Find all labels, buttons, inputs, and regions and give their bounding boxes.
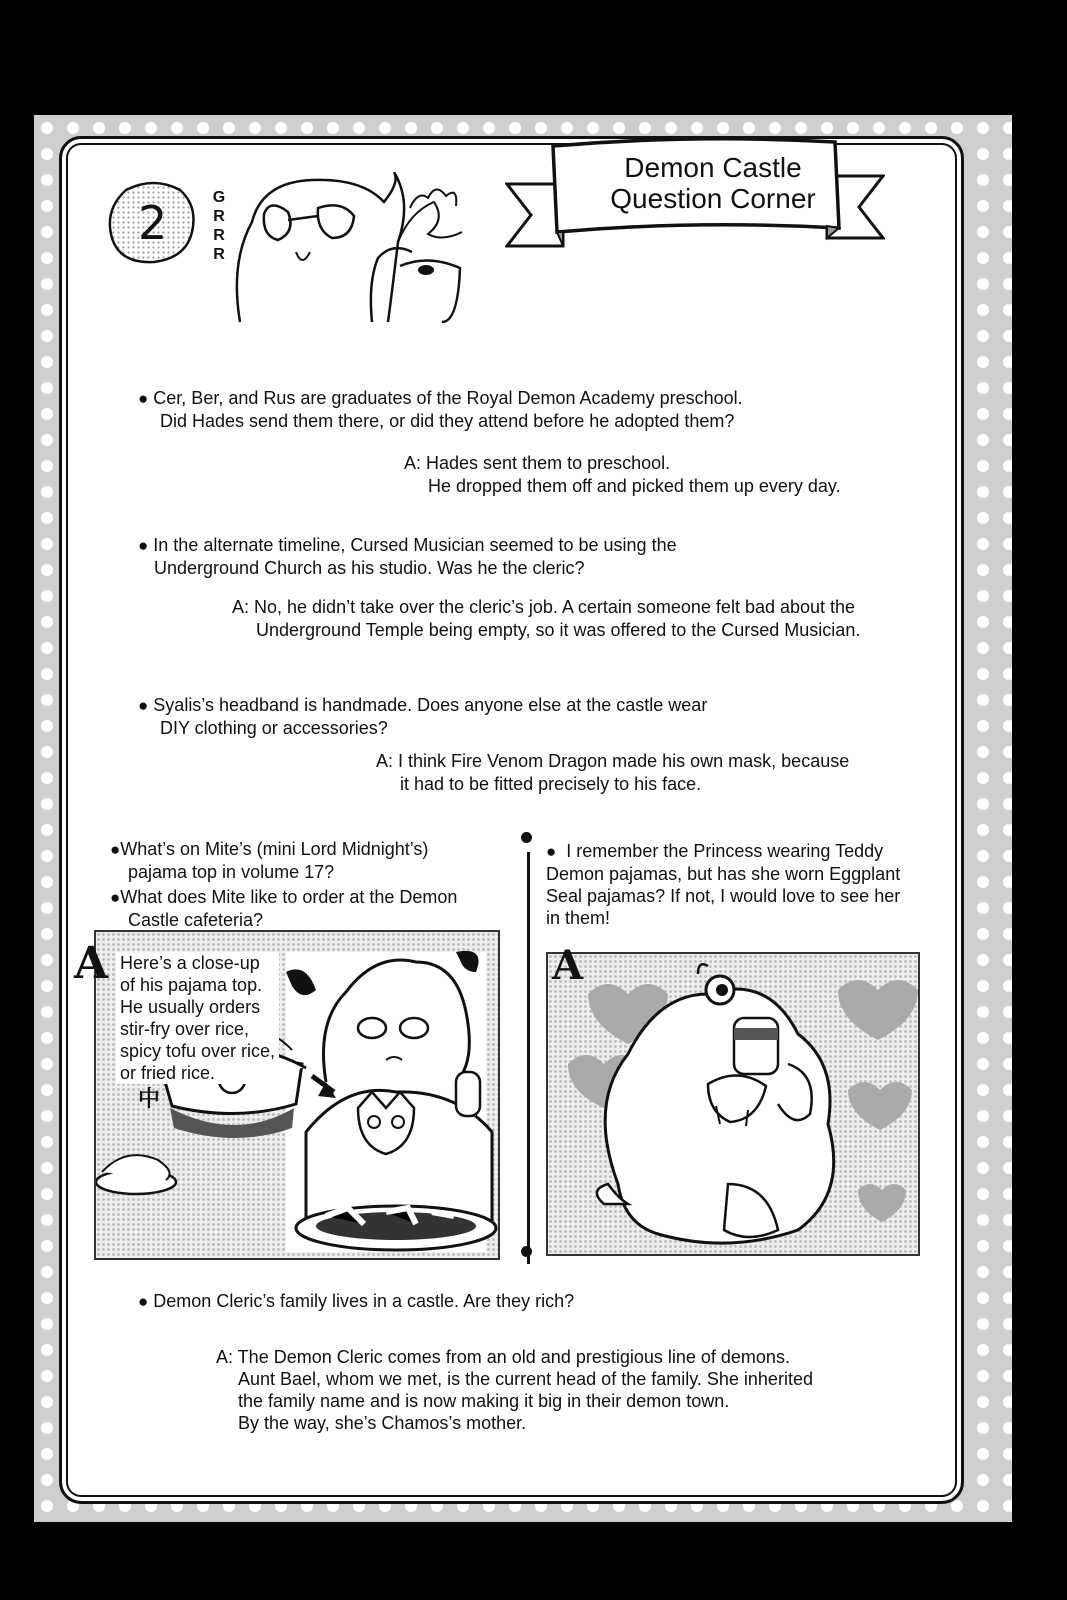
answer-demon-cleric: A: The Demon Cleric comes from an old and prestigious line of demons. Aunt Bael, whom we met, is the current head of the family. She inherited the family name and is now making it big in their demon town. By the way, she’s Chamos’s mother. <box>216 1347 813 1433</box>
answer-mark-left: A <box>74 938 109 989</box>
answer-3: A: I think Fire Venom Dragon made his own mask, because it had to be fitted precisely to his face. <box>376 751 850 794</box>
answer-1: A: Hades sent them to preschool. He dropped them off and picked them up every day. <box>404 453 841 496</box>
answer-mite: Here’s a close-up of his pajama top. He usually orders stir-fry over rice, spicy tofu over rice, or fried rice. <box>116 952 279 1084</box>
page-title: Demon Castle Question Corner <box>610 152 816 214</box>
bullet-icon: ● <box>546 842 557 861</box>
bullet-icon: ● <box>138 696 149 715</box>
growl-sound-effect: GRRR <box>212 189 226 263</box>
question-mite-pajama: ●What’s on Mite’s (mini Lord Midnight’s) pajama top in volume 17? <box>110 839 429 882</box>
column-divider <box>527 852 530 1264</box>
question-princess-pajamas: ● I remember the Princess wearing Teddy Demon pajamas, but has she worn Eggplant Seal pajamas? If not, I would love to see her in them! <box>546 841 901 928</box>
princess-seal-pajama-illustration <box>548 954 918 1254</box>
bowl-label: 中 <box>138 1086 161 1111</box>
bullet-icon: ● <box>110 888 121 907</box>
answer-2: A: No, he didn’t take over the cleric’s job. A certain someone felt bad about the Underground Temple being empty, so it was offered to the Cursed Musician. <box>232 597 861 640</box>
question-mite-cafeteria: ●What does Mite like to order at the Demon Castle cafeteria? <box>110 887 458 930</box>
bullet-icon: ● <box>110 840 121 859</box>
bullet-icon: ● <box>138 536 149 555</box>
question-demon-cleric: ● Demon Cleric’s family lives in a castle. Are they rich? <box>138 1291 575 1311</box>
divider-top-dot <box>521 832 532 843</box>
answer-mark-right: A <box>552 942 584 989</box>
question-2: ● In the alternate timeline, Cursed Musician seemed to be using the Underground Church as his studio. Was he the cleric? <box>138 535 677 578</box>
owl-characters-illustration <box>222 172 482 332</box>
divider-bottom-dot <box>521 1246 532 1257</box>
bullet-icon: ● <box>138 389 149 408</box>
question-1: ● Cer, Ber, and Rus are graduates of the Royal Demon Academy preschool. Did Hades send them there, or did they attend before he adopted them? <box>138 388 743 431</box>
question-3: ● Syalis’s headband is handmade. Does anyone else at the castle wear DIY clothing or accessories? <box>138 695 708 738</box>
princess-illustration-panel <box>546 952 920 1256</box>
number-badge: 2 <box>138 196 168 250</box>
bullet-icon: ● <box>138 1292 149 1311</box>
